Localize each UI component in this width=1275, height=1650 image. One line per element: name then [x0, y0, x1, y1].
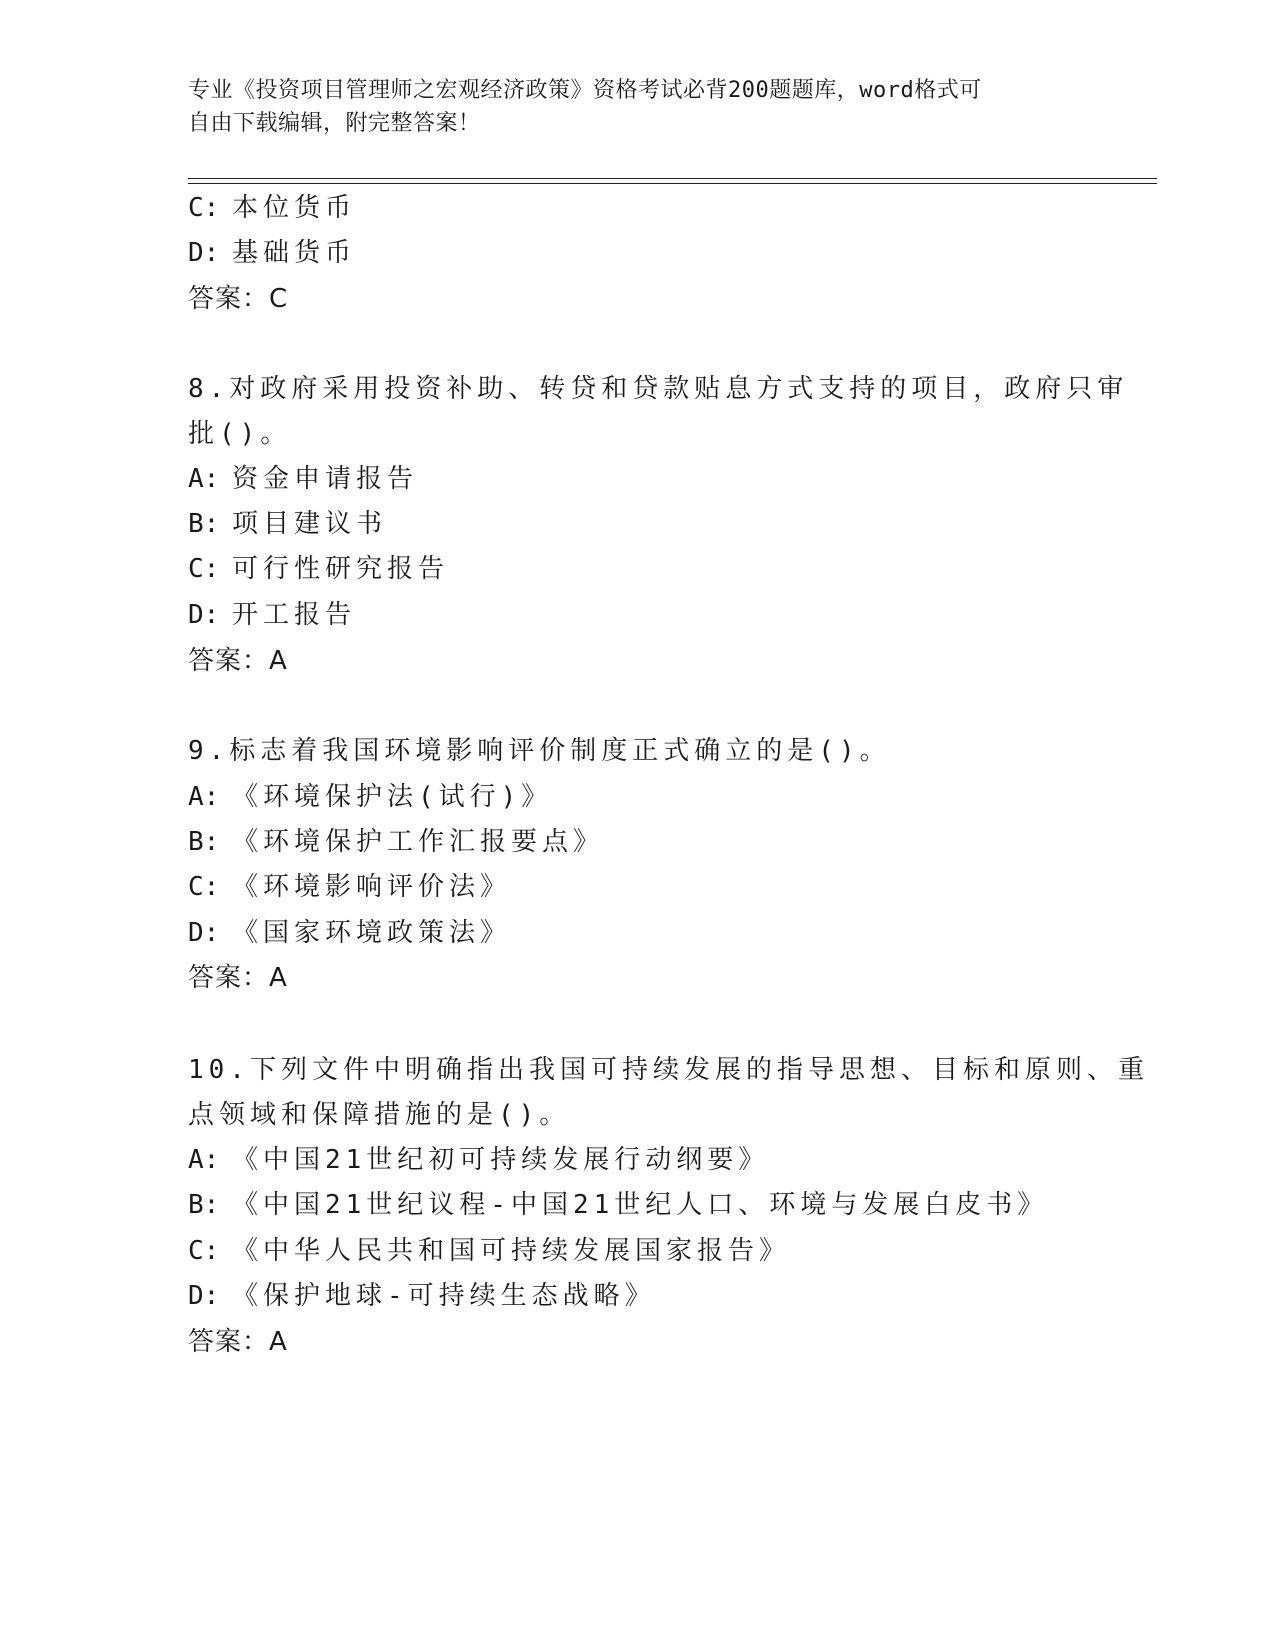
q8-stem-line-1: 8.对政府采用投资补助、转贷和贷款贴息方式支持的项目，政府只审: [188, 374, 1129, 404]
header-divider-top: [188, 178, 1157, 179]
q8-option-b: [188, 509, 387, 539]
option-text: 《环境保护法(试行)》: [232, 782, 553, 812]
document-header: [188, 74, 1088, 140]
q9-stem-line-1: 9.标志着我国环境影响评价制度正式确立的是()。: [188, 736, 891, 766]
option-text: 《环境影响评价法》: [232, 872, 512, 902]
option-key: A:: [188, 464, 220, 494]
prev-answer: 答案：C: [188, 284, 289, 314]
option-text: 《环境保护工作汇报要点》: [232, 827, 605, 857]
option-key: D:: [188, 238, 220, 268]
option-key: C:: [188, 554, 220, 584]
q8-answer: 答案：A: [188, 646, 288, 676]
option-key: C:: [188, 1236, 220, 1266]
q9-option-c: [188, 872, 511, 902]
option-text: 《中华人民共和国可持续发展国家报告》: [232, 1236, 791, 1266]
option-key: D:: [188, 600, 220, 630]
option-key: B:: [188, 827, 220, 857]
option-text: 项目建议书: [232, 509, 388, 539]
option-text: 开工报告: [232, 600, 357, 630]
prev-option-c: [188, 193, 356, 223]
q10-option-b: [188, 1190, 1048, 1220]
q9-answer: 答案：A: [188, 963, 288, 993]
option-text: 可行性研究报告: [232, 554, 450, 584]
prev-option-d: [188, 238, 356, 268]
option-text: 《中国21世纪议程-中国21世纪人口、环境与发展白皮书》: [232, 1190, 1049, 1220]
option-key: A:: [188, 1145, 220, 1175]
option-text: 基础货币: [232, 238, 357, 268]
option-key: B:: [188, 1190, 220, 1220]
q10-answer: 答案：A: [188, 1327, 288, 1357]
option-text: 资金申请报告: [232, 464, 419, 494]
q10-stem-line-1: 10.下列文件中明确指出我国可持续发展的指导思想、目标和原则、重: [188, 1055, 1149, 1085]
q8-option-a: [188, 464, 418, 494]
q10-stem-line-2: 点领域和保障措施的是()。: [188, 1100, 571, 1130]
header-divider-bottom: [188, 183, 1157, 184]
option-key: C:: [188, 193, 220, 223]
q9-option-d: [188, 918, 511, 948]
option-text: 《保护地球-可持续生态战略》: [232, 1281, 656, 1311]
option-key: C:: [188, 872, 220, 902]
q10-option-c: [188, 1236, 790, 1266]
q10-option-d: [188, 1281, 656, 1311]
option-key: D:: [188, 918, 220, 948]
option-text: 《中国21世纪初可持续发展行动纲要》: [232, 1145, 770, 1175]
option-text: 《国家环境政策法》: [232, 918, 512, 948]
q9-option-b: [188, 827, 604, 857]
q8-option-c: [188, 554, 449, 584]
option-key: B:: [188, 509, 220, 539]
q10-option-a: [188, 1145, 769, 1175]
option-key: D:: [188, 1281, 220, 1311]
option-text: 本位货币: [232, 193, 357, 223]
option-key: A:: [188, 782, 220, 812]
q8-stem-line-2: 批()。: [188, 419, 292, 449]
q8-option-d: [188, 600, 356, 630]
header-line-1: 专业《投资项目管理师之宏观经济政策》资格考试必背200题题库，word格式可: [188, 78, 982, 103]
header-line-2: 自由下载编辑，附完整答案！: [188, 111, 481, 136]
q9-option-a: [188, 782, 552, 812]
